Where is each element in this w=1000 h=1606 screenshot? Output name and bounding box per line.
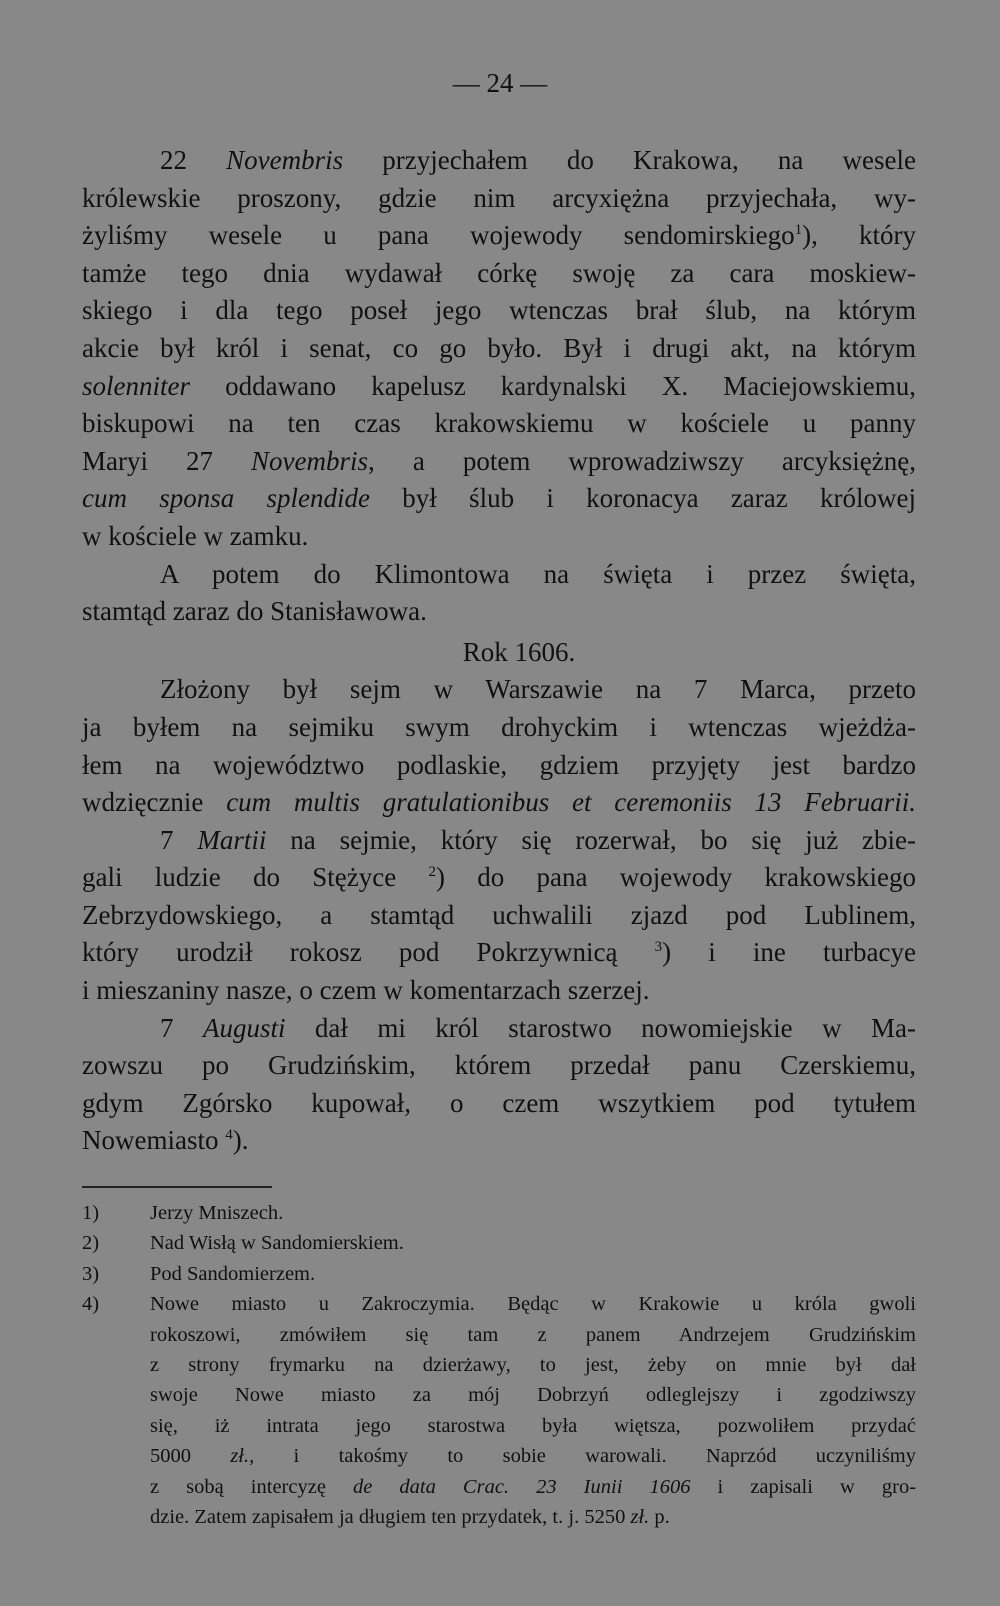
text-run: 7 xyxy=(160,824,198,855)
footnote-line xyxy=(82,1228,916,1258)
footnote-text: p. xyxy=(649,1505,670,1528)
text-line xyxy=(82,784,916,822)
text-run: łem na województwo podlaskie, gdziem przyjęty jest bardzo xyxy=(82,749,916,780)
text-line xyxy=(82,142,916,180)
latin-phrase: cum multis gratulationibus et ceremoniis 13 Februarii. xyxy=(226,787,916,818)
footnote-line xyxy=(82,1502,916,1532)
text-run: ) do pana wojewody krakowskiego xyxy=(436,862,916,893)
text-line xyxy=(82,180,916,218)
footnote-line xyxy=(82,1411,916,1441)
text-line xyxy=(82,671,916,709)
latin-phrase: Novembris xyxy=(251,445,369,476)
text-run: gdym Zgórsko kupował, o czem wszytkiem pod tytułem xyxy=(82,1087,916,1118)
text-line xyxy=(82,972,916,1010)
footnote-line xyxy=(82,1259,916,1289)
text-run: ), który xyxy=(802,220,917,251)
footnote-text: 5000 xyxy=(150,1445,231,1468)
footnote-line xyxy=(82,1289,916,1319)
footnote-mark: 3) xyxy=(82,1262,100,1285)
text-line xyxy=(82,1085,916,1123)
footnote-text: Nowe miasto u Zakroczymia. Będąc w Krakowie u króla gwoli xyxy=(150,1293,916,1316)
text-run: 22 xyxy=(160,145,227,175)
text-line xyxy=(82,1122,916,1160)
footnote-ref: 2 xyxy=(428,864,436,881)
text-run: wdzięcznie xyxy=(82,787,227,818)
text-line xyxy=(82,480,916,518)
text-run: ) i ine turbacye xyxy=(662,937,916,968)
footnote-line xyxy=(82,1350,916,1380)
text-line xyxy=(82,368,916,406)
footnote-text: Nad Wisłą w Sandomierskiem. xyxy=(150,1232,404,1255)
text-run: Złożony był sejm w Warszawie na 7 Marca, przeto xyxy=(160,674,916,705)
text-run: akcie był król i senat, co go było. Był i drugi akt, na którym xyxy=(82,332,916,363)
latin-phrase: solenniter xyxy=(82,370,190,401)
text-run: ). xyxy=(232,1125,249,1156)
paragraph-augusti xyxy=(82,1010,916,1160)
text-run: żyliśmy wesele u pana wojewody sendomirskiego xyxy=(82,220,795,251)
footnote-mark: 4) xyxy=(82,1293,100,1316)
text-run: , a potem wprowadziwszy arcyksiężnę, xyxy=(368,445,916,476)
footnote-text: i zapisali w gro- xyxy=(690,1475,917,1498)
footnote-line xyxy=(82,1472,916,1502)
footnote-ref: 3 xyxy=(654,939,663,956)
latin-phrase: cum sponsa splendide xyxy=(82,483,371,514)
latin-phrase: Martii xyxy=(197,824,267,855)
text-line xyxy=(82,255,916,293)
paragraph-martii xyxy=(82,822,916,1010)
footnote-text: Jerzy Mniszech. xyxy=(150,1202,284,1224)
text-run: przyjechałem do Krakowa, na wesele xyxy=(343,145,916,175)
text-run: skiego i dla tego poseł jego wtenczas brał ślub, na którym xyxy=(82,295,916,326)
text-run: w kościele w zamku. xyxy=(82,520,309,551)
text-run: tamże tego dnia wydawał córkę swoję za cara moskiew- xyxy=(82,257,916,288)
text-line xyxy=(82,292,916,330)
text-run: stamtąd zaraz do Stanisławowa. xyxy=(82,596,427,627)
text-line xyxy=(82,1047,916,1085)
page-number: — 24 — xyxy=(452,68,548,98)
latin-phrase: Augusti xyxy=(202,1012,286,1043)
text-line xyxy=(82,934,916,972)
footnote-italic: zł. xyxy=(230,1445,250,1468)
footnote-ref: 1 xyxy=(794,222,803,239)
paragraph-klimontow xyxy=(82,556,916,631)
text-run: biskupowi na ten czas krakowskiemu w kościele u panny xyxy=(82,408,916,439)
text-run: Nowemiasto xyxy=(82,1125,226,1156)
text-line xyxy=(82,593,916,631)
text-line xyxy=(82,443,916,481)
text-line xyxy=(82,1010,916,1048)
text-run: i mieszaniny nasze, o czem w komentarzach szerzej. xyxy=(82,975,650,1006)
text-run: ja byłem na sejmiku swym drohyckim i wtenczas wjeżdża- xyxy=(82,711,916,742)
footnote-text: Pod Sandomierzem. xyxy=(150,1262,316,1285)
footnote-mark: 1) xyxy=(82,1202,100,1224)
footnote-text: dzie. Zatem zapisałem ja długiem ten przydatek, t. j. 5250 xyxy=(150,1505,631,1528)
footnote-text: się, iż intrata jego starostwa była więtsza, pozwoliłem przydać xyxy=(150,1414,916,1437)
text-line xyxy=(82,405,916,443)
footnote-line xyxy=(82,1198,916,1228)
text-line xyxy=(82,556,916,594)
latin-phrase: Novembris xyxy=(226,145,344,175)
footnote-text: rokoszowi, zmówiłem się tam z panem Andrzejem Grudzińskim xyxy=(150,1323,916,1346)
text-line xyxy=(82,897,916,935)
text-run: królewskie proszony, gdzie nim arcyxiężna przyjechała, wy- xyxy=(82,182,916,213)
footnote-ref: 4 xyxy=(225,1127,233,1144)
text-run: był ślub i koronacya zaraz królowej xyxy=(370,483,916,514)
text-run: A potem do Klimontowa na święta i przez święta, xyxy=(160,558,916,589)
footnote-text: swoje Nowe miasto za mój Dobrzyń odleglejszy i zgodziwszy xyxy=(150,1384,916,1407)
text-run: Maryi 27 xyxy=(82,445,252,476)
text-line xyxy=(82,859,916,897)
footnote-line xyxy=(82,1380,916,1410)
footnote-line xyxy=(82,1320,916,1350)
text-line xyxy=(82,518,916,556)
text-line xyxy=(82,709,916,747)
footnote-italic: de data Crac. 23 Iunii 1606 xyxy=(353,1475,691,1498)
text-run: gali ludzie do Stężyce xyxy=(82,862,429,893)
footnote-line xyxy=(82,1441,916,1471)
footnote-text: z sobą intercyzę xyxy=(150,1475,353,1498)
text-line xyxy=(82,217,916,255)
text-run: Zebrzydowskiego, a stamtąd uchwalili zjazd pod Lublinem, xyxy=(82,899,916,930)
footnote-divider xyxy=(82,1186,272,1188)
text-run: 7 xyxy=(160,1012,203,1043)
main-text xyxy=(82,142,916,1160)
text-run: dał mi król starostwo nowomiejskie w Ma- xyxy=(285,1012,917,1043)
text-line xyxy=(82,822,916,860)
text-run: na sejmie, który się rozerwał, bo się już zbie- xyxy=(266,824,917,855)
text-run: oddawano kapelusz kardynalski X. Maciejowskiemu, xyxy=(190,370,916,401)
paragraph-november xyxy=(82,142,916,556)
text-run: który urodził rokosz pod Pokrzywnicą xyxy=(82,937,655,968)
footnote-italic: zł. xyxy=(630,1505,650,1528)
text-line xyxy=(82,330,916,368)
footnotes xyxy=(82,1198,916,1532)
footnote-text: , i takośmy to sobie warowali. Naprzód uczyniliśmy xyxy=(249,1445,916,1468)
text-run: zowszu po Grudzińskim, którem przedał panu Czerskiemu, xyxy=(82,1050,916,1081)
paragraph-sejm xyxy=(82,671,916,821)
year-heading: Rok 1606. xyxy=(462,636,576,667)
text-line xyxy=(82,747,916,785)
footnote-text: z strony frymarku na dzierżawy, to jest, żeby on mnie był dał xyxy=(150,1353,916,1376)
footnote-mark: 2) xyxy=(82,1232,100,1255)
